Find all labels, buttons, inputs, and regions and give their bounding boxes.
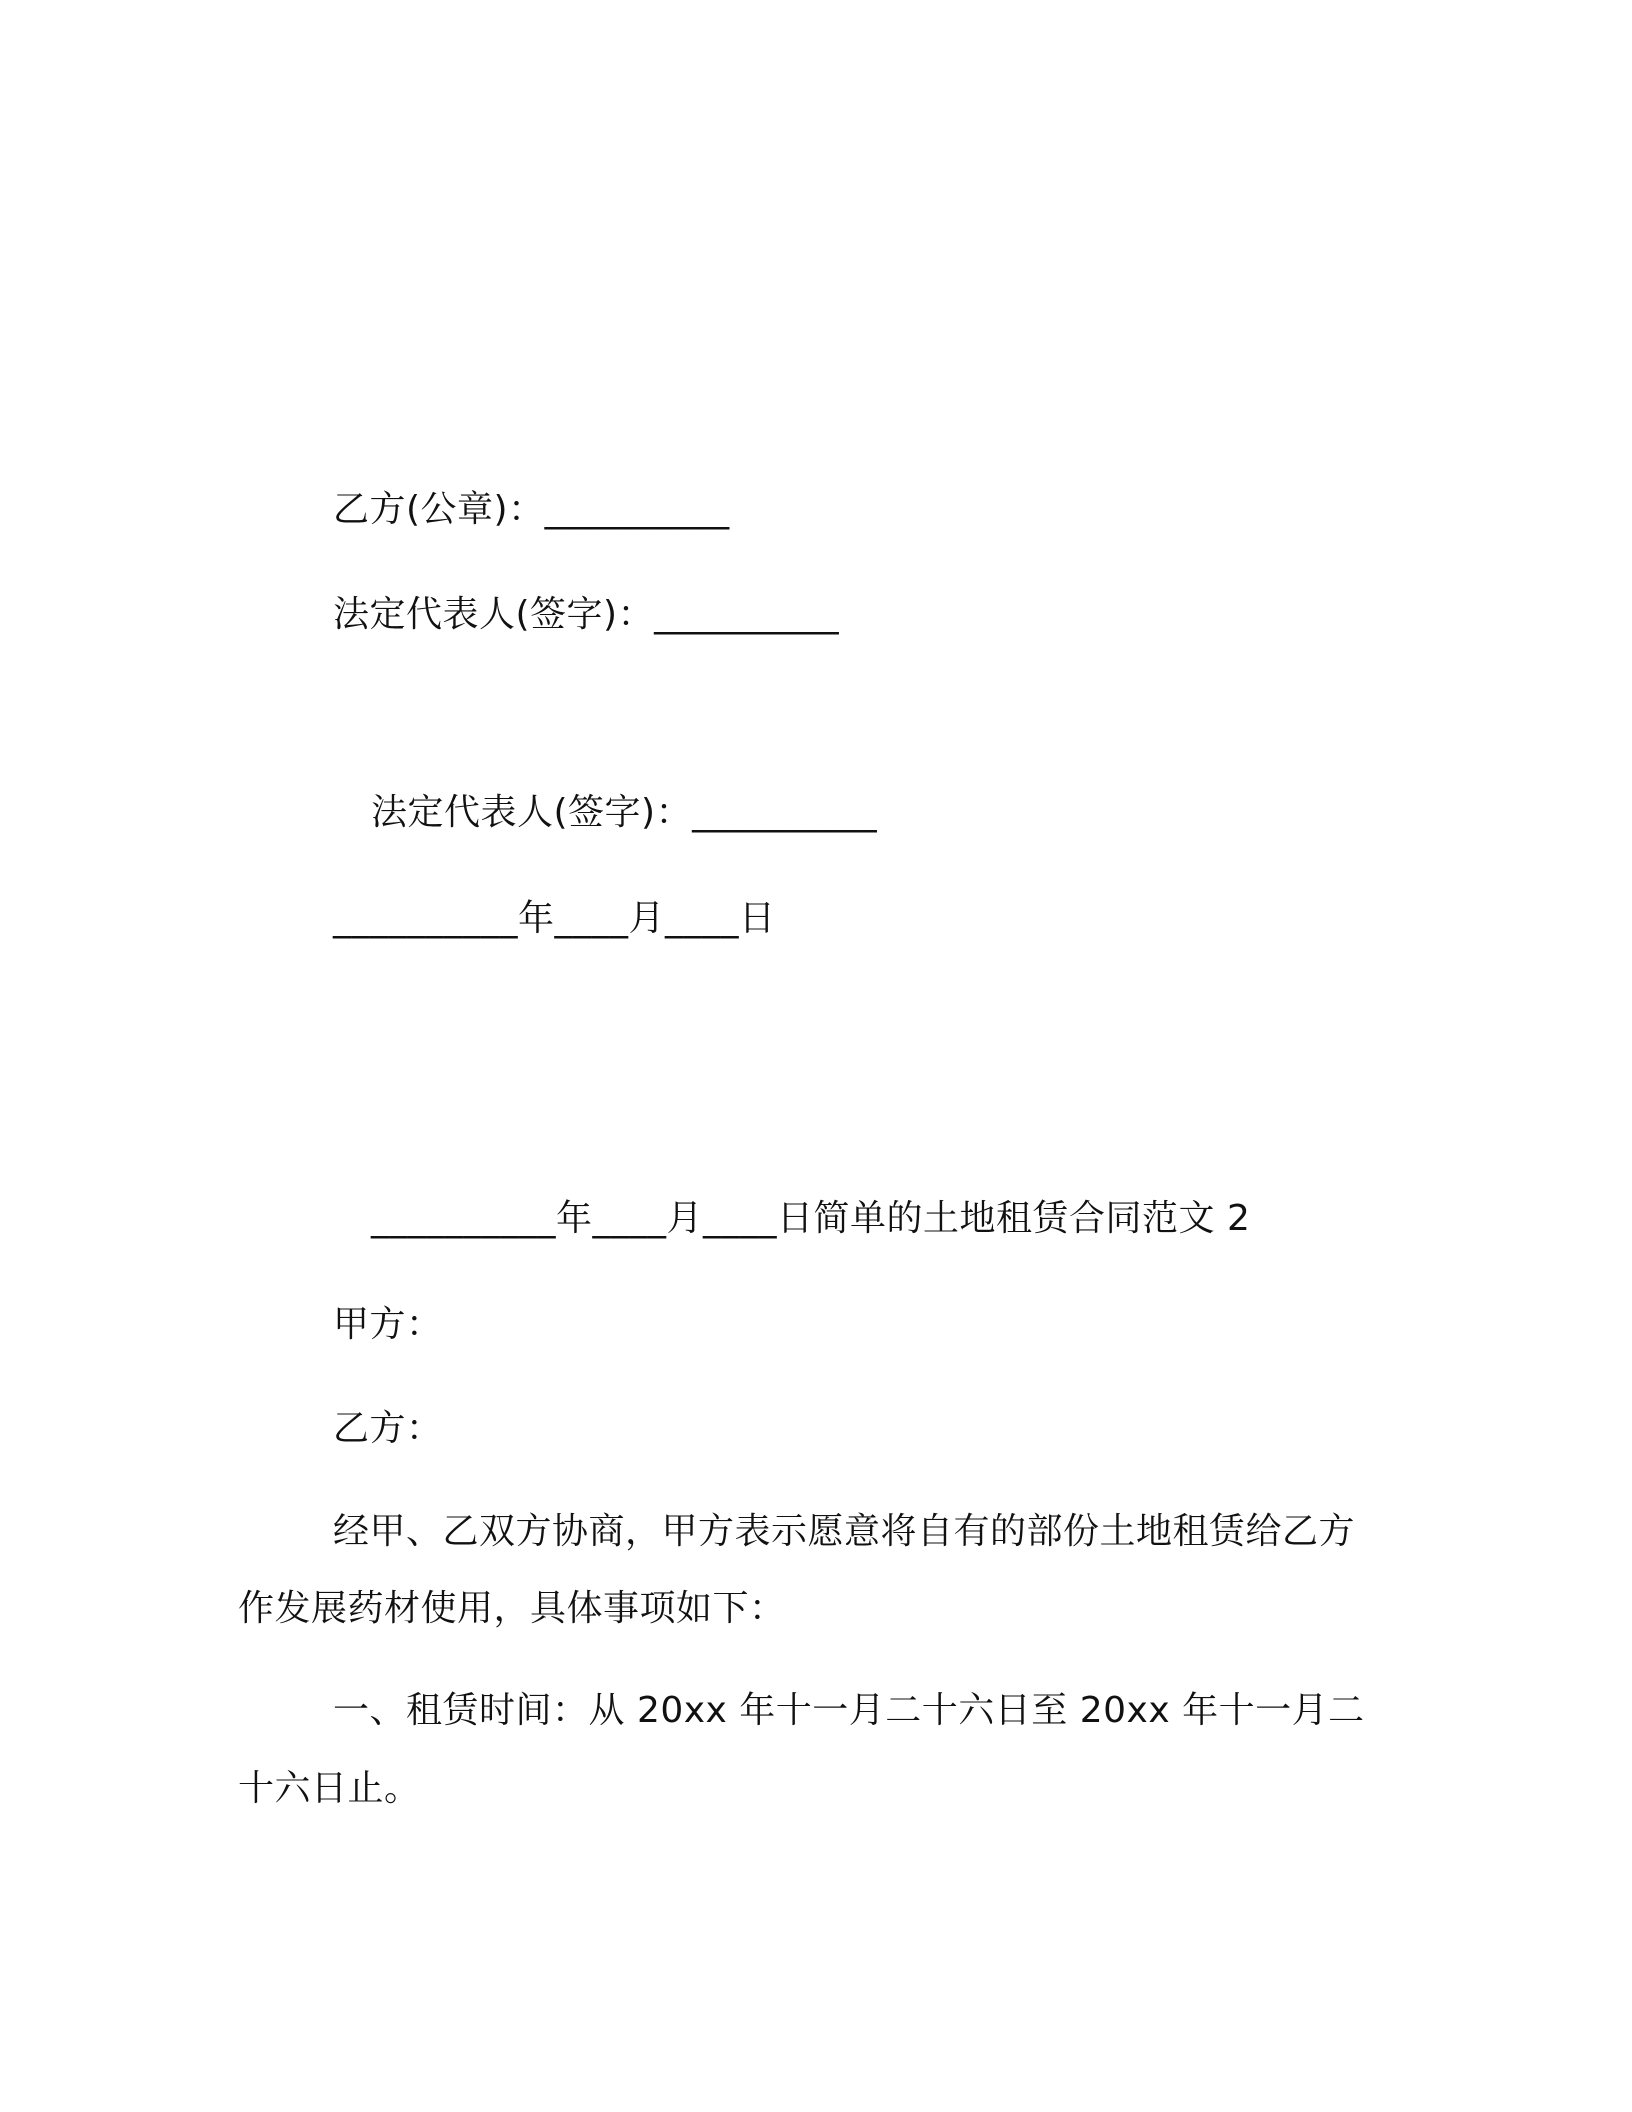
legal-representative-signature-line-2: 法定代表人(签字)：__________ (371, 792, 878, 833)
party-b-seal-line: 乙方(公章)：__________ (333, 489, 730, 530)
clause-1-line-1: 一、租赁时间：从 20xx 年十一月二十六日至 20xx 年十一月二 (333, 1690, 1365, 1731)
intro-paragraph-line-2: 作发展药材使用，具体事项如下： (238, 1588, 786, 1629)
intro-paragraph-line-1: 经甲、乙双方协商，甲方表示愿意将自有的部份土地租赁给乙方 (333, 1511, 1356, 1552)
party-a-label: 甲方： (333, 1304, 443, 1345)
clause-1-line-2: 十六日止。 (238, 1768, 421, 1809)
contract-heading: __________年____月____日简单的土地租赁合同范文 2 (371, 1198, 1251, 1239)
legal-representative-signature-line: 法定代表人(签字)：__________ (333, 594, 840, 635)
party-b-label: 乙方： (333, 1408, 443, 1449)
date-line: __________年____月____日 (333, 898, 776, 939)
